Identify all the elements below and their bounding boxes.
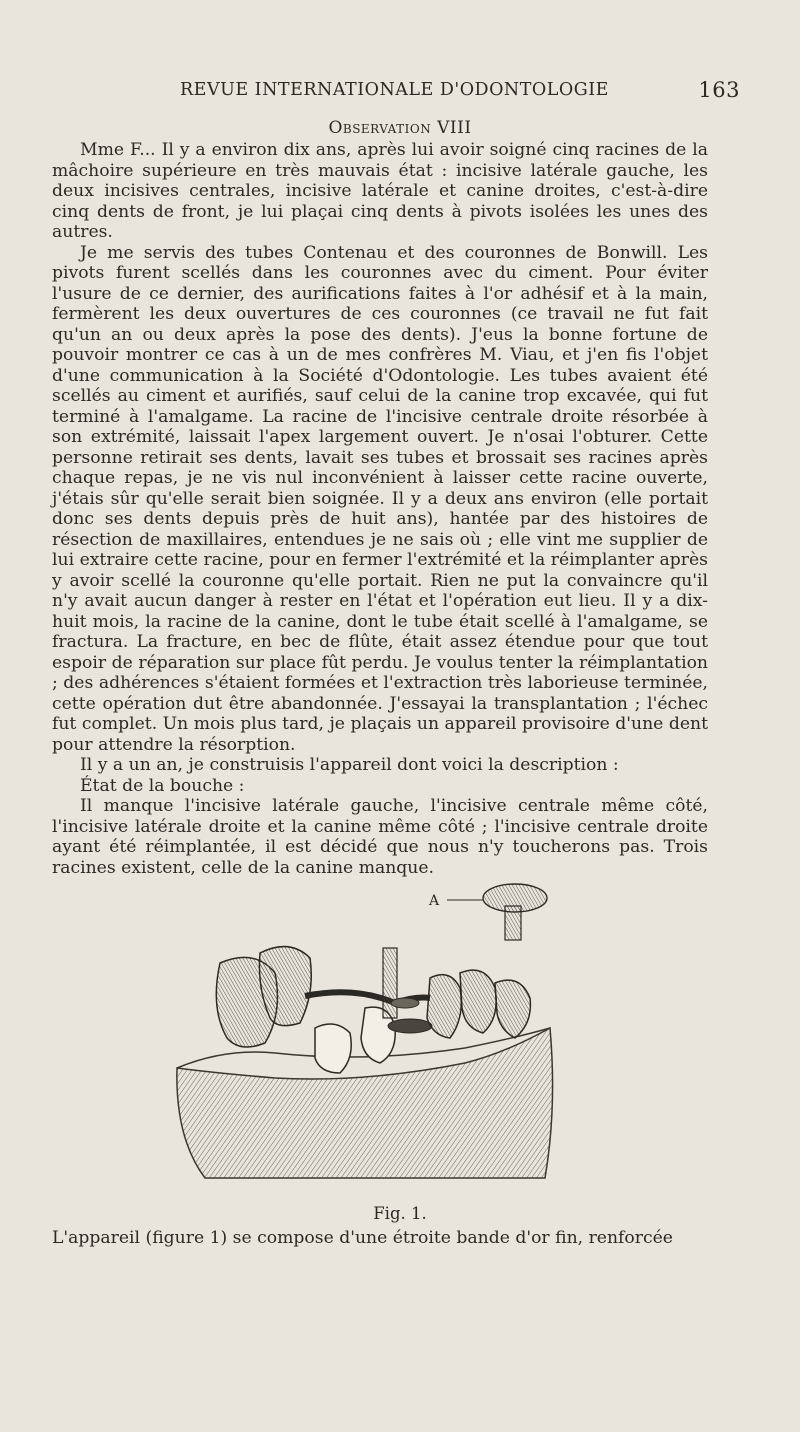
right-tooth-1: [427, 975, 461, 1038]
running-header: [180, 80, 740, 110]
dental-model-drawing: [165, 878, 585, 1198]
front-tooth-1: [315, 1024, 351, 1073]
right-tooth-3: [495, 980, 530, 1038]
paragraph-3: Il y a un an, je construisis l'appareil dont voici la description :: [80, 755, 619, 775]
paragraph-5: Il manque l'incisive latérale gauche, l'incisive centrale même côté, l'incisive latérale droite et la canine même côté ; l'incisive centrale droite ayant été réimplantée, il est décidé que nous n'y toucherons pas. Trois racines existent, celle de la canine manque.: [52, 796, 708, 878]
pivot-disc: [388, 1019, 432, 1033]
section-title-text: Observation VIII: [328, 118, 472, 138]
pivot-a-stem: [505, 906, 521, 940]
page-number: 163: [698, 78, 740, 102]
dental-appliance-illustration: [165, 878, 585, 1198]
right-tooth-2: [460, 970, 496, 1033]
section-title: [0, 118, 800, 138]
pivot-disc-2: [391, 998, 419, 1008]
pivot-post: [383, 948, 397, 1018]
paragraph-2: Je me servis des tubes Contenau et des couronnes de Bonwill. Les pivots furent scellés dans les couronnes avec du ciment. Pour éviter l'usure de ce dernier, des aurifications faites à l'or adhésif et à la main, fermèrent les deux ouvertures de ces couronnes (ce travail ne fut fait qu'un an ou deux après la pose des dents). J'eus la bonne fortune de pouvoir montrer ce cas à un de mes confrères M. Viau, et j'en fis l'objet d'une communication à la Société d'Odontologie. Les tubes avaient été scellés au ciment et aurifiés, sauf celui de la canine trop excavée, qui fut terminé à l'amalgame. La racine de l'incisive centrale droite résorbée à son extrémité, laissait l'apex largement ouvert. Je n'osai l'obturer. Cette personne retirait ses dents, lavait ses tubes et brossait ses racines après chaque repas, je ne vis nul inconvénient à laisser cette racine ouverte, j'étais sûr qu'elle serait bien soignée. Il y a deux ans environ (elle portait donc ses dents depuis près de huit ans), hantée par des histoires de résection de maxillaires, entendues je ne sais où ; elle vint me supplier de lui extraire cette racine, pour en fermer l'extrémité et la réimplanter après y avoir scellé la couronne qu'elle portait. Rien ne put la convaincre qu'il n'y avait aucun danger à rester en l'état et l'opération eut lieu. Il y a dix-huit mois, la racine de la canine, dont le tube était scellé à l'amalgame, se fractura. La fracture, en bec de flûte, était assez étendue pour que tout espoir de réparation sur place fût perdu. Je voulus tenter la réimplantation ; des adhérences s'étaient formées et l'extraction très laborieuse terminée, cette opération dut être abandonnée. J'essayai la transplantation ; l'échec fut complet. Un mois plus tard, je plaçais un appareil provisoire d'une dent pour attendre la résorption.: [52, 242, 708, 755]
paragraph-4: État de la bouche :: [80, 775, 245, 796]
figure-caption: Fig. 1.: [373, 1204, 427, 1223]
body-text: [52, 140, 708, 878]
figure-label-a: A: [429, 893, 440, 909]
paragraph-1: Mme F... Il y a environ dix ans, après lui avoir soigné cinq racines de la mâchoire supérieure en très mauvais état : incisive latérale gauche, les deux incisives centrales, incisive latérale et canine droites, c'est-à-dire cinq dents de front, je lui plaçai cinq dents à pivots isolées les unes des autres.: [52, 140, 708, 242]
continuation-line: L'appareil (figure 1) se compose d'une étroite bande d'or fin, renforcée: [52, 1228, 673, 1248]
running-title: REVUE INTERNATIONALE D'ODONTOLOGIE: [180, 80, 609, 100]
